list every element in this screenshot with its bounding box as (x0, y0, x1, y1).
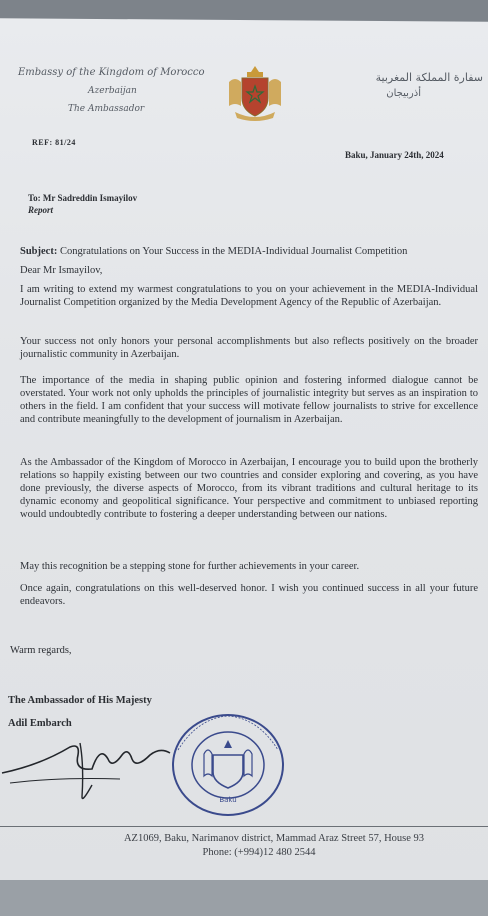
letterhead-office: The Ambassador (68, 104, 145, 114)
letterhead-arabic-country: أذربيجان (386, 88, 421, 99)
subject-text: Congratulations on Your Success in the MEDIA-Individual Journalist Competition (57, 246, 408, 257)
salutation: Dear Mr Ismayilov, (20, 265, 103, 276)
paragraph-4: As the Ambassador of the Kingdom of Morocco in Azerbaijan, I encourage you to build upon the brotherly relations so happily existing between our two countries and consider exploring and covering, as you have done previously, the diverse aspects of Morocco, from its vibrant traditions and cultural heritage to its dynamic economy and geopolitical significance. Your perspective and commitment to unbiased reporting would undoubtedly contribute to fostering a deeper understanding between our nations. (20, 457, 478, 520)
paragraph-1: I am writing to extend my warmest congratulations to you on your achievement in the MEDIA-Individual Journalist Competition organized by the Media Development Agency of the Republic of Azerbaijan. (20, 284, 478, 308)
footer-divider (0, 826, 488, 827)
recipient-role: Report (28, 205, 54, 215)
paragraph-5: May this recognition be a stepping stone for further achievements in your career. (20, 561, 360, 572)
paragraph-6: Once again, congratulations on this well-deserved honor. I wish you continued success in all your future endeavors. (20, 583, 478, 607)
background-edge-bottom (0, 880, 488, 916)
letter-date: Baku, January 24th, 2024 (345, 150, 444, 160)
letterhead-embassy: Embassy of the Kingdom of Morocco (18, 67, 205, 78)
subject-line (20, 245, 478, 258)
footer-phone: Phone: (+994)12 480 2544 (202, 847, 316, 858)
signatory-title: The Ambassador of His Majesty (8, 695, 152, 706)
paragraph-2: Your success not only honors your personal accomplishments but also reflects positively on the broader journalistic community in Azerbaijan. (20, 336, 478, 360)
footer-address: AZ1069, Baku, Narimanov district, Mammad Araz Street 57, House 93 (123, 833, 425, 844)
recipient-block (28, 192, 137, 216)
stamp-city: Baku (219, 796, 237, 804)
subject-label: Subject: (20, 246, 58, 257)
letterhead-arabic-embassy: سفارة المملكة المغربية (375, 71, 483, 84)
embassy-stamp-icon (158, 710, 288, 820)
morocco-coat-of-arms-icon (225, 62, 285, 124)
letterhead-left (18, 64, 208, 118)
footer (0, 832, 488, 860)
letterhead-country: Azerbaijan (88, 86, 137, 96)
reference-number: REF: 81/24 (32, 138, 76, 147)
paragraph-3: The importance of the media in shaping public opinion and fostering informed dialogue cannot be overstated. Your work not only upholds the principles of journalistic integrity but serves as an inspiration to others in the field. I am confident that your success will motivate fellow journalists to strive for excellence and contribute meaningfully to the development of journalism in Azerbaijan. (20, 375, 478, 425)
letterhead-right (305, 70, 483, 102)
signatory-name: Adil Embarch (8, 718, 72, 729)
closing: Warm regards, (10, 645, 72, 656)
recipient-name: To: Mr Sadreddin Ismayilov (28, 193, 138, 203)
